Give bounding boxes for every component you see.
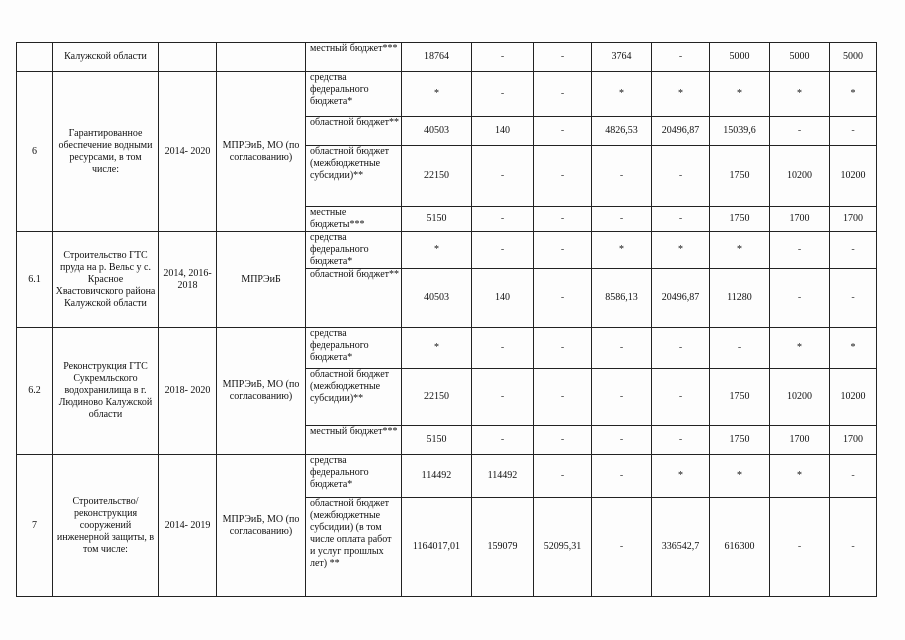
value-cell: 114492 bbox=[472, 455, 534, 498]
value-cell: - bbox=[770, 498, 830, 597]
funding-source-cell: средства федерального бюджета* bbox=[306, 328, 402, 369]
row-number-cell: 7 bbox=[17, 455, 53, 597]
funding-source-cell: областной бюджет (межбюджетные субсидии)** bbox=[306, 369, 402, 426]
value-cell: 40503 bbox=[402, 117, 472, 146]
funding-source-cell: областной бюджет (межбюджетные субсидии)** bbox=[306, 146, 402, 207]
value-cell: 336542,7 bbox=[652, 498, 710, 597]
value-cell: * bbox=[830, 328, 877, 369]
value-cell: 5000 bbox=[770, 43, 830, 72]
value-cell: 616300 bbox=[710, 498, 770, 597]
value-cell: 5000 bbox=[710, 43, 770, 72]
value-cell: - bbox=[534, 72, 592, 117]
value-cell: - bbox=[652, 146, 710, 207]
funding-source-cell: областной бюджет** bbox=[306, 269, 402, 328]
value-cell: 22150 bbox=[402, 369, 472, 426]
row-number-cell: 6.2 bbox=[17, 328, 53, 455]
value-cell: - bbox=[592, 455, 652, 498]
row-number-cell bbox=[17, 43, 53, 72]
value-cell: - bbox=[534, 426, 592, 455]
value-cell: 1750 bbox=[710, 426, 770, 455]
value-cell: 114492 bbox=[402, 455, 472, 498]
value-cell: - bbox=[830, 117, 877, 146]
funding-source-cell: средства федерального бюджета* bbox=[306, 72, 402, 117]
value-cell: * bbox=[710, 72, 770, 117]
value-cell: - bbox=[472, 146, 534, 207]
value-cell: - bbox=[534, 369, 592, 426]
project-name-cell: Строительство/ реконструкция сооружений инженерной защиты, в том числе: bbox=[53, 455, 159, 597]
value-cell: - bbox=[472, 232, 534, 269]
value-cell: 5150 bbox=[402, 207, 472, 232]
table-row bbox=[17, 328, 877, 369]
value-cell: - bbox=[472, 72, 534, 117]
funding-source-cell: местный бюджет*** bbox=[306, 43, 402, 72]
value-cell: * bbox=[652, 72, 710, 117]
executor-cell: МПРЭиБ, МО (по согласованию) bbox=[217, 72, 306, 232]
value-cell: 10200 bbox=[830, 369, 877, 426]
value-cell: * bbox=[592, 72, 652, 117]
value-cell: 1700 bbox=[830, 426, 877, 455]
value-cell: - bbox=[472, 369, 534, 426]
value-cell: * bbox=[402, 328, 472, 369]
value-cell: 159079 bbox=[472, 498, 534, 597]
project-name-cell: Калужской области bbox=[53, 43, 159, 72]
value-cell: 1750 bbox=[710, 207, 770, 232]
value-cell: * bbox=[710, 455, 770, 498]
value-cell: - bbox=[652, 369, 710, 426]
value-cell: 1700 bbox=[770, 207, 830, 232]
value-cell: - bbox=[472, 207, 534, 232]
value-cell: - bbox=[652, 207, 710, 232]
executor-cell bbox=[217, 43, 306, 72]
value-cell: 10200 bbox=[830, 146, 877, 207]
funding-source-cell: местный бюджет*** bbox=[306, 426, 402, 455]
value-cell: - bbox=[534, 207, 592, 232]
value-cell: * bbox=[770, 455, 830, 498]
value-cell: - bbox=[534, 43, 592, 72]
value-cell: * bbox=[770, 72, 830, 117]
value-cell: 10200 bbox=[770, 369, 830, 426]
value-cell: * bbox=[652, 232, 710, 269]
value-cell: - bbox=[770, 232, 830, 269]
value-cell: - bbox=[770, 269, 830, 328]
years-cell: 2014, 2016- 2018 bbox=[159, 232, 217, 328]
value-cell: - bbox=[472, 426, 534, 455]
value-cell: 18764 bbox=[402, 43, 472, 72]
executor-cell: МПРЭиБ bbox=[217, 232, 306, 328]
executor-cell: МПРЭиБ, МО (по согласованию) bbox=[217, 328, 306, 455]
funding-source-cell: местные бюджеты*** bbox=[306, 207, 402, 232]
project-name-cell: Реконструкция ГТС Сукремльского водохранилища в г. Людиново Калужской области bbox=[53, 328, 159, 455]
value-cell: 4826,53 bbox=[592, 117, 652, 146]
value-cell: 11280 bbox=[710, 269, 770, 328]
value-cell: 52095,31 bbox=[534, 498, 592, 597]
value-cell: 5150 bbox=[402, 426, 472, 455]
value-cell: 15039,6 bbox=[710, 117, 770, 146]
value-cell: * bbox=[652, 455, 710, 498]
value-cell: 140 bbox=[472, 269, 534, 328]
value-cell: - bbox=[534, 328, 592, 369]
value-cell: 140 bbox=[472, 117, 534, 146]
value-cell: 20496,87 bbox=[652, 269, 710, 328]
value-cell: * bbox=[710, 232, 770, 269]
value-cell: 1164017,01 bbox=[402, 498, 472, 597]
value-cell: - bbox=[652, 43, 710, 72]
funding-source-cell: областной бюджет (межбюджетные субсидии) (в том числе оплата работ и услуг прошлых лет) ** bbox=[306, 498, 402, 597]
table-row bbox=[17, 455, 877, 498]
value-cell: 1750 bbox=[710, 369, 770, 426]
value-cell: - bbox=[652, 426, 710, 455]
value-cell: - bbox=[472, 328, 534, 369]
value-cell: 40503 bbox=[402, 269, 472, 328]
years-cell bbox=[159, 43, 217, 72]
project-name-cell: Гарантированное обеспечение водными ресурсами, в том числе: bbox=[53, 72, 159, 232]
value-cell: 1750 bbox=[710, 146, 770, 207]
funding-source-cell: средства федерального бюджета* bbox=[306, 232, 402, 269]
value-cell: 20496,87 bbox=[652, 117, 710, 146]
value-cell: - bbox=[830, 232, 877, 269]
value-cell: - bbox=[534, 232, 592, 269]
funding-source-cell: средства федерального бюджета* bbox=[306, 455, 402, 498]
value-cell: - bbox=[592, 369, 652, 426]
value-cell: - bbox=[534, 269, 592, 328]
value-cell: - bbox=[592, 328, 652, 369]
value-cell: 22150 bbox=[402, 146, 472, 207]
value-cell: - bbox=[592, 426, 652, 455]
row-number-cell: 6 bbox=[17, 72, 53, 232]
value-cell: - bbox=[830, 455, 877, 498]
funding-source-cell: областной бюджет** bbox=[306, 117, 402, 146]
years-cell: 2014- 2019 bbox=[159, 455, 217, 597]
value-cell: - bbox=[534, 146, 592, 207]
value-cell: - bbox=[830, 269, 877, 328]
table-row bbox=[17, 232, 877, 269]
value-cell: 3764 bbox=[592, 43, 652, 72]
value-cell: - bbox=[770, 117, 830, 146]
value-cell: - bbox=[592, 498, 652, 597]
value-cell: - bbox=[472, 43, 534, 72]
value-cell: 1700 bbox=[770, 426, 830, 455]
value-cell: - bbox=[592, 146, 652, 207]
value-cell: - bbox=[830, 498, 877, 597]
value-cell: 1700 bbox=[830, 207, 877, 232]
years-cell: 2014- 2020 bbox=[159, 72, 217, 232]
value-cell: * bbox=[770, 328, 830, 369]
value-cell: - bbox=[710, 328, 770, 369]
budget-table bbox=[16, 42, 877, 597]
executor-cell: МПРЭиБ, МО (по согласованию) bbox=[217, 455, 306, 597]
row-number-cell: 6.1 bbox=[17, 232, 53, 328]
years-cell: 2018- 2020 bbox=[159, 328, 217, 455]
value-cell: - bbox=[592, 207, 652, 232]
value-cell: 8586,13 bbox=[592, 269, 652, 328]
table-row bbox=[17, 72, 877, 117]
value-cell: 10200 bbox=[770, 146, 830, 207]
value-cell: - bbox=[534, 455, 592, 498]
value-cell: * bbox=[592, 232, 652, 269]
project-name-cell: Строительство ГТС пруда на р. Вельс у с. Красное Хвастовичского района Калужской области bbox=[53, 232, 159, 328]
value-cell: - bbox=[534, 117, 592, 146]
value-cell: - bbox=[652, 328, 710, 369]
table-row bbox=[17, 43, 877, 72]
value-cell: * bbox=[830, 72, 877, 117]
value-cell: * bbox=[402, 72, 472, 117]
value-cell: 5000 bbox=[830, 43, 877, 72]
value-cell: * bbox=[402, 232, 472, 269]
